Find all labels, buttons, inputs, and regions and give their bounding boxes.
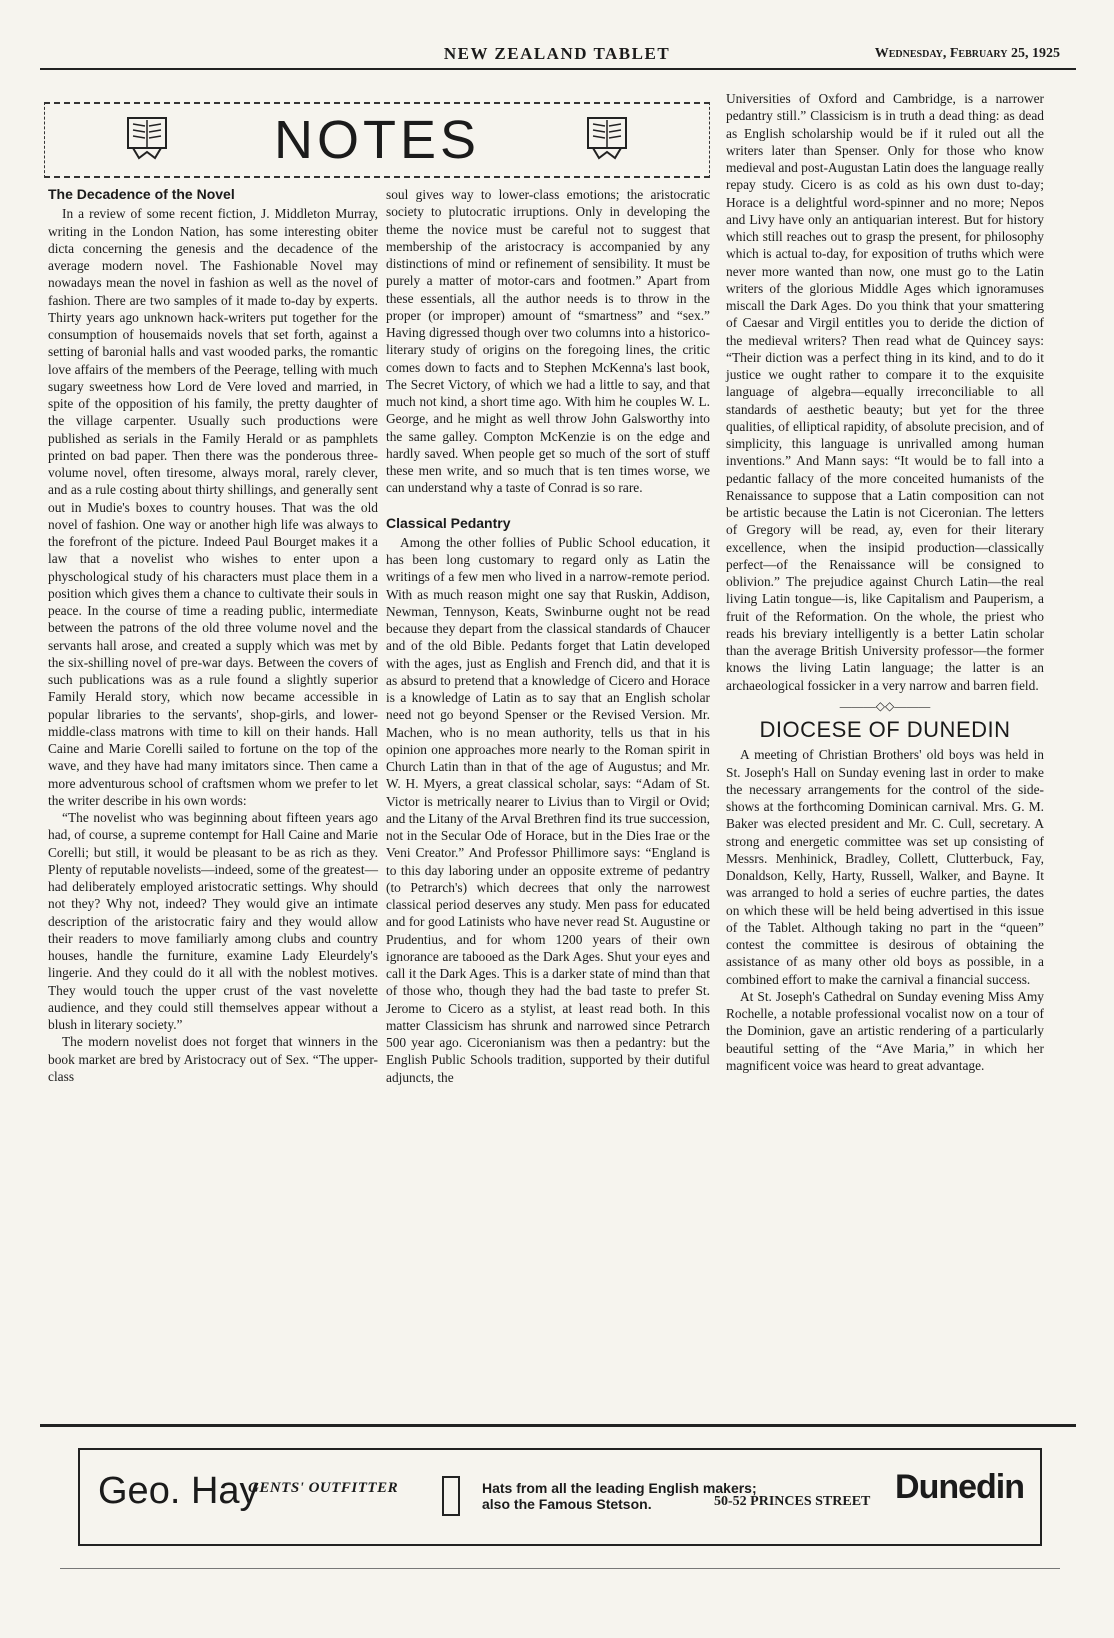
notes-title: NOTES — [273, 110, 481, 170]
column-1 — [48, 186, 378, 1085]
section-separator: ———◇◇——— — [839, 698, 931, 713]
article-continuation: soul gives way to lower-class emotions; the aristocratic society to plutocratic irruptions. Only in developing the theme the novice must be careful not to suggest that membership of the aristocracy is accompanied by any distinctions of mind or refinement of sensibility. It must be purely a matter of motor-cars and footmen.” Apart from these essentials, all the author needs is to throw in the proper (or improper) amount of “smartness” and “sex.” Having digressed though over two columns into a historico-literary study of origins on the foregoing lines, the critic comes down to facts and to Stephen McKenna's last book, The Secret Victory, of which we had a little to say, and that much not kind, a short time ago. With him he couples W. L. George, and he might as well throw John Galsworthy into the same galley. Compton McKenzie is on the edge and hardly saved. When people get so much of the sort of stuff these men write, and so much that is ten times worse, we can understand why a taste of Conrad is so rare. — [386, 187, 710, 496]
advert-line: Hats from all the leading English makers; — [482, 1480, 757, 1496]
advert-city: Dunedin — [895, 1468, 1024, 1506]
advert-tagline: GENTS' OUTFITTER — [248, 1480, 399, 1496]
advert-name: Geo. Hay — [98, 1470, 259, 1512]
article-paragraph: At St. Joseph's Cathedral on Sunday evening Miss Amy Rochelle, a notable professional vocalist now on a tour of the Dominion, gave an artistic rendering of a particularly beautiful setting of the “Ave Maria,” in which her magnificent voice was heard to great advantage. — [726, 988, 1044, 1073]
advert-line: also the Famous Stetson. — [482, 1496, 652, 1512]
article-paragraph: Among the other follies of Public School education, it has been long customary to regard only as Latin the writings of a few men who lived in a narrow-remote period. With as much reason might one say that Ruskin, Addison, Newman, Tennyson, Keats, Swinburne ought not be read because they depart from the classical standards of Chaucer and of the old Bible. Pedants forget that Latin developed with the ages, just as English and French did, and that it is as absurd to pretend that a knowledge of Cicero and Horace is a knowledge of Latin as to say that an English scholar need not go beyond Spenser or the Revised Version. Mr. Machen, who is no mean authority, tells us that in his opinion one approaches more nearly to the Roman spirit in Church Latin than in that of the age of Augustus; and Mr. W. H. Myers, a great classical scholar, says: “Adam of St. Victor is metrically nearer to Livius than to Virgil or Ovid; and the Litany of the Arval Brethren find its true succession, not in the Secular Ode of Horace, but in the Dies Irae or the Veni Creator.” And Professor Phillimore says: “England is to this day laboring under an opposite extreme of pedantry (to Petrarch's) which decrees that only the narrowest classical period deserves any study. Men pass for educated and for good Latinists who have never read St. Augustine or Prudentius, and for whom 1200 years of their own ignorance are tabooed as the Dark Ages. Shut your eyes and call it the Dark Ages. This is a darker state of mind than that of those who, though they had the bad taste to prefer St. Jerome to Cicero as a stylist, at least read both. In this matter Classicism has shrunk and narrowed since Petrarch 500 year ago. Ciceronianism was then a pedantry: but the English Public Schools tradition, supported by their dutiful adjuncts, the — [386, 534, 710, 1085]
article-paragraph: The modern novelist does not forget that winners in the book market are bred by Aristocracy out of Sex. “The upper-class — [48, 1034, 378, 1084]
article-heading-decadence: The Decadence of the Novel — [48, 186, 235, 202]
article-heading-pedantry: Classical Pedantry — [386, 514, 511, 531]
advert-bracket-icon — [442, 1476, 460, 1516]
article-quote: “The novelist who was beginning about fifteen years ago had, of course, a supreme contempt for Hall Caine and Marie Corelli; but still, it would be pleasant to be as rich as they. Plenty of reputable novelists—indeed, some of the greatest—had deliberately employed aristocratic settings. Why should not they? Why not, indeed? They would give an intimate description of the aristocratic fairy and they would allow their readers to move familiarly among clubs and country houses, handle the furniture, examine Lady Eleurdely's lingerie. And they could do it all with the noblest motives. They would touch the upper crust of the vast novelette audience, and they could still themselves appear without a blush in literary society.” — [48, 810, 378, 1032]
column-3 — [726, 90, 1044, 1074]
advertisement — [78, 1448, 1042, 1546]
article-paragraph: In a review of some recent fiction, J. Middleton Murray, writing in the London Nation, has some interesting obiter dicta concerning the genesis and the decadence of the average modern novel. The Fashionable Novel may nowadays mean the novel in fashion as well as the novel of fashion. There are two samples of it made to-day by experts. Thirty years ago unknown hack-writers put together for the consumption of housemaids novels that set forth, against a setting of baronial halls and vast wooded parks, the romantic love affairs of the members of the Peerage, telling with much sugary sweetness how Lord de Vere loved and married, in spite of the opposition of his family, the pretty daughter of the village carpenter. Usually such productions were published as serials in the Family Herald or as pamphlets printed on bad paper. Then there was the ponderous three-volume novel, often tiresome, always moral, rarely clever, and as a rule costing about thirty shillings, and generally sent out in Mudie's boxes to country houses. That was the old novel of fashion. One way or another high life was always to the forefront of the picture. Indeed Paul Bourget makes it a law that a novelist who wishes to enter upon a physchological study of his characters must place them in a position which gives them a chance to cultivate their souls in peace. In the course of time a reading public, intermediate between the patrons of the old three volume novel and the servants hall arose, and created a supply which was met by the six-shilling novel of pre-war days. Between the covers of such publications was as a rule found a slightly superior Family Herald story, which now became accessible in popular libraries to the servants', shop-girls, and lower-middle-class matrons with time to kill on their hands. Hall Caine and Marie Corelli sailed to fortune on the top of the wave, and they have had many imitators since. Then came a more adventurous school of craftsmen whom we prefer to let the writer describe in his own words: — [48, 206, 378, 808]
article-paragraph: A meeting of Christian Brothers' old boys was held in St. Joseph's Hall on Sunday evening last in order to make the necessary arrangements for the control of the side-shows at the forthcoming Dominican carnival. Mrs. G. M. Baker was elected president and Mr. C. Cull, secretary. A strong and energetic committee was set up consisting of Messrs. Menhinick, Bradley, Collett, Clutterbuck, Fay, Donaldson, Kelly, Harty, Russell, Walker, and Bayne. It was arranged to hold a series of euchre parties, the dates on which these will be held being advertised in this issue of the Tablet. Although taking no part in the “queen” contest the committee is desirous of obtaining the assistance of as many other old boys as possible, in a combined effort to make the carnival a financial success. — [726, 747, 1044, 987]
footer-rule — [60, 1568, 1060, 1569]
article-continuation: Universities of Oxford and Cambridge, is a narrower pedantry still.” Classicism is in truth a dead thing: as dead as English scholarship would be if it ruled out all the writers later than Spenser. Only for those who know medieval and post-Augustan Latin does the language really repay study. Cicero is as cold as his own dust to-day; Horace is a delightful word-spinner and no more; Nepos and Livy have only an antiquarian interest. But for history which still reaches out to grasp the present, for philosophy which is actual to-day, for exposition of truths which were never more wanted than now, one must go to the Latin writers of the glorious Middle Ages which ignoramuses miscall the Dark Ages. Do you think that your smattering of Caesar and Virgil entitles you to deride the diction of the medieval writers? Then read what de Quincey says: “Their diction was a perfect thing in its kind, and to do it justice we ought rather to compare it to the exquisite language of algebra—equally irreconciliable to all standards of aesthetic beauty; but yet for the three qualities, of elliptical rapidity, of absolute precision, and of simplicity, this language is unrivalled among human inventions.” And Mann says: “It would be to fall into a pedantic fallacy of the more conceited humanists of the Renaissance to suppose that a Latin composition can not be artistic because the Latin is not Ciceronian. The letters of Gregory will be read, ay, even for their literary excellence, when the insipid production—classically perfect—of the Renaissance will be consigned to oblivion.” The prejudice against Church Latin—the real living Latin tongue—is, like Capitalism and Pauperism, a fruit of the Reformation. On the whole, the priest who reads his breviary intelligently is a better Latin scholar than the average British University professor—the former knows the living Latin language; the latter is an archaeological fossicker in a very narrow and barren field. — [726, 91, 1044, 693]
column-2 — [386, 186, 710, 1086]
notes-banner — [44, 102, 710, 178]
header-rule — [40, 68, 1076, 70]
issue-date: Wednesday, February 25, 1925 — [874, 46, 1060, 61]
section-heading-diocese: DIOCESE OF DUNEDIN — [759, 717, 1011, 742]
book-ornament-icon — [585, 114, 629, 160]
advert-rule — [40, 1424, 1076, 1427]
advert-address: 50-52 PRINCES STREET — [714, 1494, 871, 1509]
masthead-title: NEW ZEALAND TABLET — [443, 44, 671, 63]
